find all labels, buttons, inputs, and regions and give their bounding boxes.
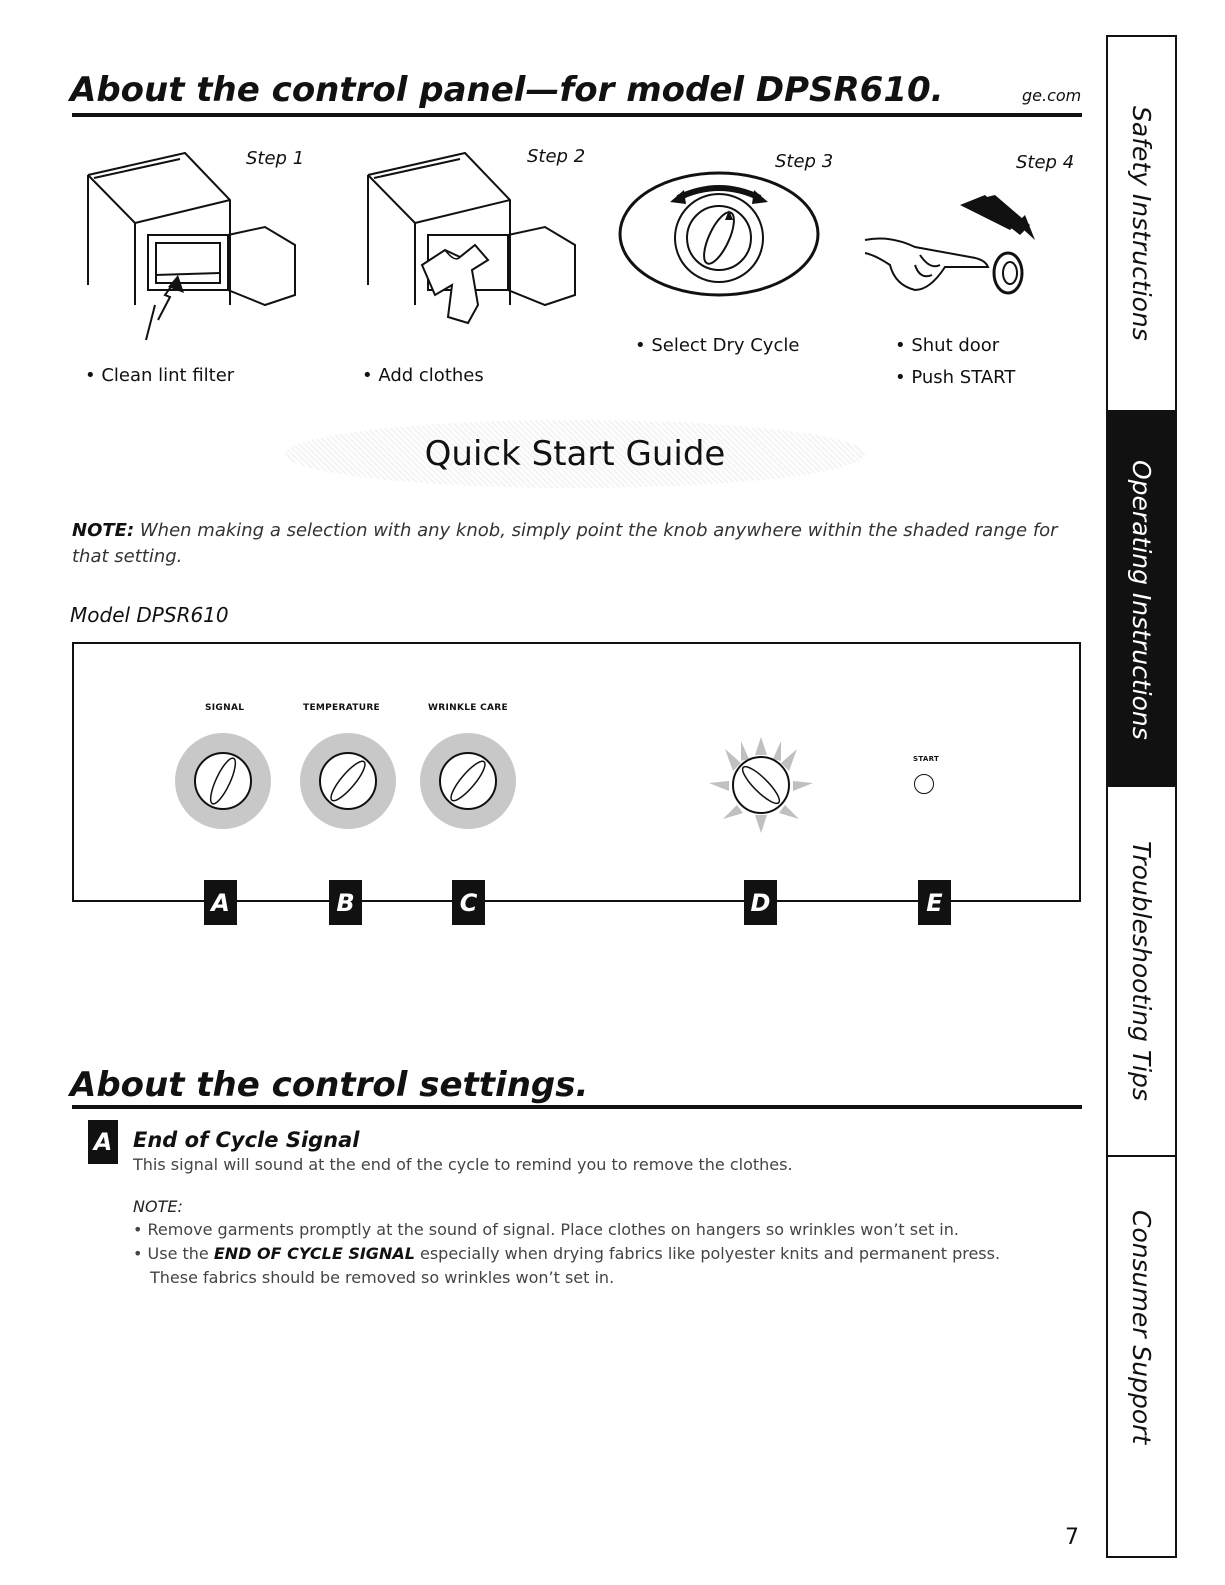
bullet-dot: • xyxy=(133,1244,148,1263)
wrinkle-care-knob-label: WRINKLE CARE xyxy=(428,703,508,713)
tab-label: Safety Instructions xyxy=(1127,106,1156,341)
cycle-knob-illustration xyxy=(618,170,820,298)
note-bullet-1 xyxy=(133,1220,959,1239)
bullet-dot: • xyxy=(133,1220,148,1239)
step-4-bullet-1: • Shut door xyxy=(895,335,1000,356)
note-bullet-1-text: Remove garments promptly at the sound of signal. Place clothes on hangers so wrinkles won’t set in. xyxy=(147,1220,959,1239)
note-bullet-2 xyxy=(133,1244,1000,1263)
temperature-knob-label: TEMPERATURE xyxy=(303,703,381,713)
tab-operating-instructions[interactable] xyxy=(1108,412,1175,787)
wrinkle-care-knob[interactable] xyxy=(417,730,519,832)
step-2-label: Step 2 xyxy=(527,146,586,167)
start-button[interactable] xyxy=(914,774,934,794)
tab-label: Consumer Support xyxy=(1127,1209,1156,1445)
end-of-cycle-signal-title: End of Cycle Signal xyxy=(133,1128,360,1152)
badge-d: D xyxy=(744,880,777,925)
step-3-label: Step 3 xyxy=(775,151,834,172)
selection-note xyxy=(72,518,1072,570)
settings-note-label: NOTE: xyxy=(133,1197,183,1216)
note-bullet-2-pre: Use the xyxy=(147,1244,214,1263)
note-label: NOTE: xyxy=(72,520,135,541)
site-url: ge.com xyxy=(1022,86,1082,105)
step-3-bullet: • Select Dry Cycle xyxy=(635,335,800,356)
tab-label: Operating Instructions xyxy=(1127,459,1156,740)
step-2-bullet: • Add clothes xyxy=(362,365,484,386)
badge-a: A xyxy=(204,880,237,925)
signal-knob-label: SIGNAL xyxy=(205,703,245,713)
dryer-lint-filter-illustration xyxy=(80,145,305,345)
tab-label: Troubleshooting Tips xyxy=(1127,841,1156,1101)
step-4-bullet-2: • Push START xyxy=(895,367,1016,388)
title-rule xyxy=(72,113,1082,117)
quick-start-title: Quick Start Guide xyxy=(424,434,726,474)
tab-consumer-support[interactable] xyxy=(1108,1157,1175,1497)
dryer-add-clothes-illustration xyxy=(360,145,585,345)
step-4-label: Step 4 xyxy=(1016,152,1075,173)
temperature-knob[interactable] xyxy=(297,730,399,832)
note-bullet-2-continued: These fabrics should be removed so wrinkles won’t set in. xyxy=(150,1268,615,1287)
badge-b: B xyxy=(329,880,362,925)
note-bullet-2-post: especially when drying fabrics like polyester knits and permanent press. xyxy=(414,1244,1001,1263)
page-title: About the control panel—for model DPSR610. xyxy=(70,70,944,110)
end-of-cycle-description: This signal will sound at the end of the cycle to remind you to remove the clothes. xyxy=(133,1155,793,1174)
page-number: 7 xyxy=(1065,1525,1079,1550)
step-1-bullet: • Clean lint filter xyxy=(85,365,235,386)
section-sidebar xyxy=(1106,35,1177,1558)
push-start-illustration xyxy=(860,195,1040,315)
dry-cycle-knob[interactable] xyxy=(705,735,817,835)
tab-troubleshooting-tips[interactable] xyxy=(1108,787,1175,1157)
note-bullet-2-emphasis: END OF CYCLE SIGNAL xyxy=(213,1244,415,1263)
settings-title: About the control settings. xyxy=(70,1065,589,1105)
model-label: Model DPSR610 xyxy=(70,603,229,627)
badge-c: C xyxy=(452,880,485,925)
note-text: When making a selection with any knob, simply point the knob anywhere within the shaded range for that setting. xyxy=(72,520,1058,567)
start-label: START xyxy=(913,755,940,763)
tab-safety-instructions[interactable] xyxy=(1108,37,1175,412)
settings-rule xyxy=(72,1105,1082,1109)
badge-e: E xyxy=(918,880,951,925)
section-badge-a: A xyxy=(88,1120,118,1164)
step-1-label: Step 1 xyxy=(246,148,305,169)
signal-knob[interactable] xyxy=(172,730,274,832)
